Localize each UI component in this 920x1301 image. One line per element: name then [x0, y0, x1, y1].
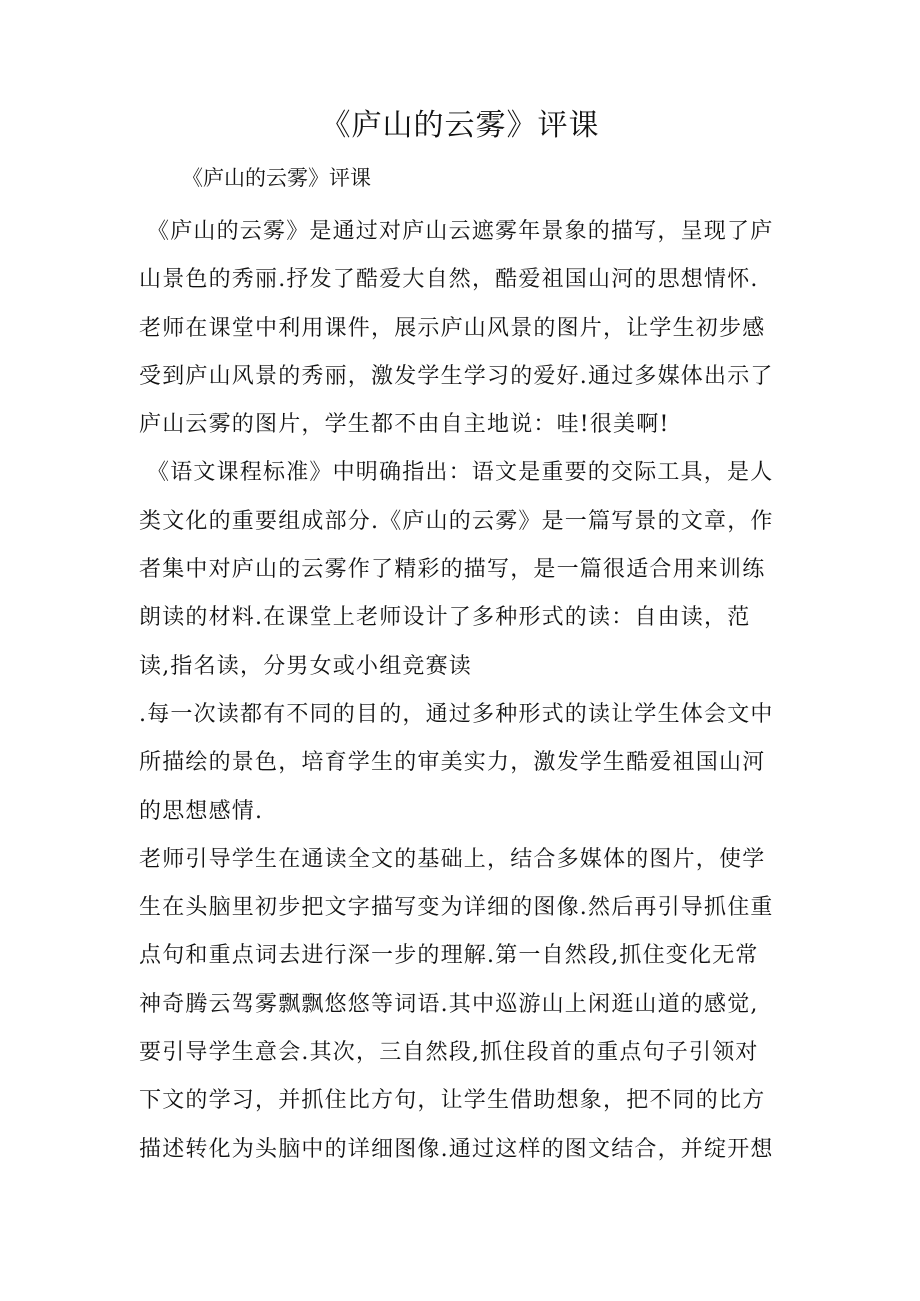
body-line: 神奇腾云驾雾飘飘悠悠等词语.其中巡游山上闲逛山道的感觉, [139, 991, 759, 1017]
body-line: 生在头脑里初步把文字描写变为详细的图像.然后再引导抓住重 [139, 895, 774, 921]
body-line: 者集中对庐山的云雾作了精彩的描写，是一篇很适合用来训练 [139, 557, 766, 583]
body-line: 所描绘的景色，培育学生的审美实力，激发学生酷爱祖国山河 [139, 750, 766, 776]
body-line: 描述转化为头脑中的详细图像.通过这样的图文结合，并绽开想 [139, 1136, 774, 1162]
body-line: 老师在课堂中利用课件，展示庐山风景的图片，让学生初步感 [139, 315, 766, 341]
body-line: 受到庐山风景的秀丽，激发学生学习的爱好.通过多媒体出示了 [139, 363, 774, 389]
body-line: 的思想感情. [139, 798, 264, 824]
page-subtitle: 《庐山的云雾》评课 [182, 166, 371, 190]
body-line: 读,指名读，分男女或小组竞赛读 [139, 653, 472, 679]
body-line: .每一次读都有不同的目的，通过多种形式的读让学生体会文中 [139, 701, 774, 727]
body-line: 老师引导学生在通读全文的基础上，结合多媒体的图片，使学 [139, 846, 766, 872]
document-body [139, 208, 779, 1174]
body-line: 要引导学生意会.其次，三自然段,抓住段首的重点句子引领对 [139, 1040, 759, 1066]
page-title: 《庐山的云雾》评课 [320, 108, 600, 143]
body-line: 下文的学习，并抓住比方句，让学生借助想象，把不同的比方 [139, 1088, 766, 1114]
body-line: 类文化的重要组成部分.《庐山的云雾》是一篇写景的文章，作 [139, 508, 774, 534]
body-line: 《庐山的云雾》是通过对庐山云遮雾年景象的描写，呈现了庐 [147, 219, 774, 244]
body-line: 山景色的秀丽.抒发了酷爱大自然，酷爱祖国山河的思想情怀. [139, 267, 759, 293]
body-line: 庐山云雾的图片，学生都不由自主地说：哇!很美啊! [139, 412, 670, 438]
body-line: 《语文课程标准》中明确指出：语文是重要的交际工具，是人 [147, 460, 774, 486]
body-line: 点句和重点词去进行深一步的理解.第一自然段,抓住变化无常 [139, 943, 759, 969]
body-line: 朗读的材料.在课堂上老师设计了多种形式的读：自由读，范 [139, 605, 751, 631]
